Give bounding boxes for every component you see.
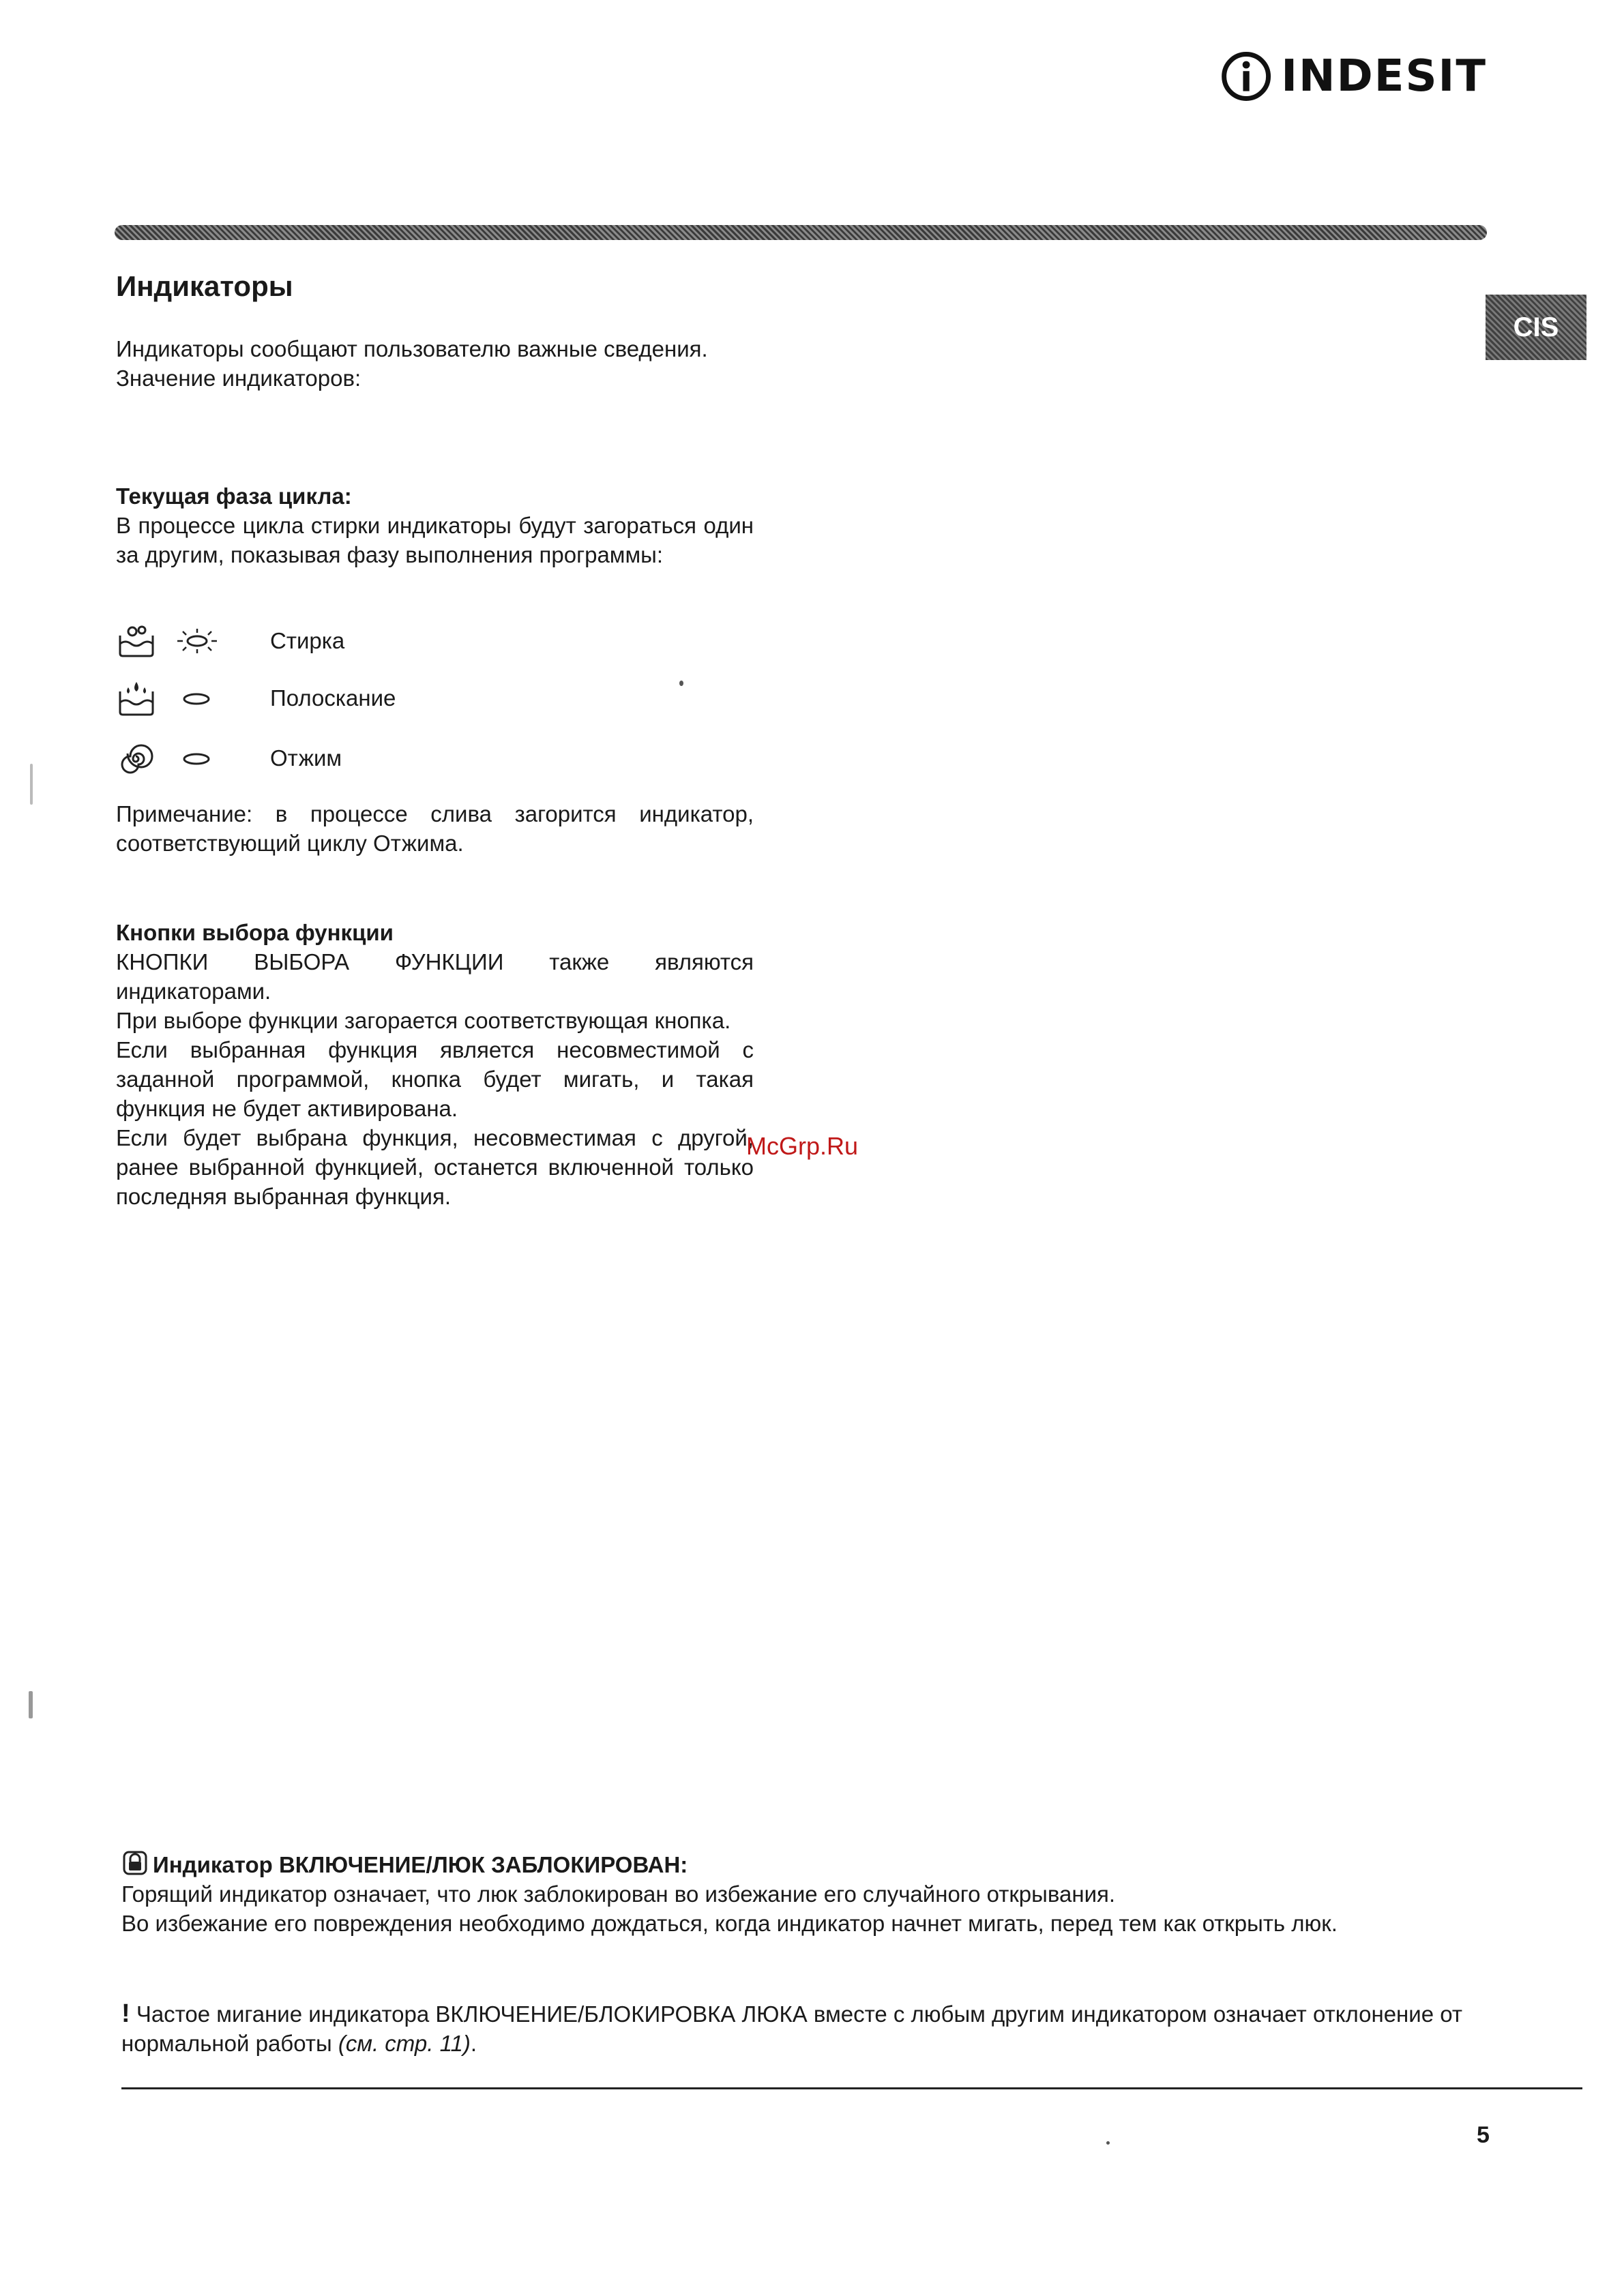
scan-speck [30,764,33,805]
intro-line: Индикаторы сообщают пользователю важные сведения. [116,336,708,361]
indesit-logo-icon [1221,44,1271,109]
function-buttons-line: КНОПКИ ВЫБОРА ФУНКЦИИ также являются индикаторами. [116,949,754,1004]
function-buttons-section [116,918,754,1211]
section-title-indicators: Индикаторы [116,270,293,302]
door-lock-title: Индикатор ВКЛЮЧЕНИЕ/ЛЮК ЗАБЛОКИРОВАН: [153,1852,688,1877]
indicator-row-wash [116,621,662,661]
cycle-phase-text: В процессе цикла стирки индикаторы будут загораться один за другим, показывая фазу выполнения программы: [116,513,754,567]
intro-line: Значение индикаторов: [116,366,361,391]
note-text: Примечание: в процессе слива загорится индикатор, соответствующий циклу Отжима. [116,801,754,856]
wash-phase-led-lit-icon [173,626,221,656]
scan-speck [1106,2141,1110,2145]
spin-icon [117,741,154,777]
function-buttons-line: При выборе функции загорается соответствующая кнопка. [116,1008,731,1033]
lock-icon [121,1849,149,1877]
door-lock-title-row [121,1849,1479,1879]
scan-speck [29,1691,33,1718]
indicator-row-rinse [116,678,662,719]
wash-icon [116,623,157,659]
brand-name: INDESIT [1281,51,1487,102]
rinse-phase-led-icon [181,691,211,706]
warning-end: . [470,2031,477,2056]
warning-section [121,1999,1479,2058]
door-lock-section [121,1849,1479,1938]
indicator-row-spin [116,738,662,779]
door-lock-line: Во избежание его повреждения необходимо дождаться, когда индикатор начнет мигать, перед тем как открыть люк. [121,1911,1338,1936]
cycle-phase-title: Текущая фаза цикла: [116,483,352,509]
footer-divider [121,2087,1582,2089]
indicator-label-rinse: Полоскание [270,685,396,711]
warning-page-ref: (см. стр. 11) [338,2031,471,2056]
header-divider-bar [115,225,1487,240]
function-buttons-line: Если будет выбрана функция, несовместимая с другой, ранее выбранной функцией, останется включенной только последняя выбранная функция. [116,1125,754,1209]
scan-speck [679,681,683,686]
function-buttons-line: Если выбранная функция является несовместимой с заданной программой, кнопка будет мигать, и такая функция не будет активирована. [116,1037,754,1121]
warning-main: Частое мигание индикатора ВКЛЮЧЕНИЕ/БЛОКИРОВКА ЛЮКА вместе с любым другим индикатором означает отклонение от нормальной работы [121,2001,1462,2056]
language-tab: CIS [1486,295,1586,360]
spin-phase-led-icon [181,751,211,766]
cycle-phase-section [116,481,754,569]
indicator-label-spin: Отжим [270,745,342,771]
brand-logo [1221,42,1487,110]
door-lock-line: Горящий индикатор означает, что люк заблокирован во избежание его случайного открывания. [121,1881,1116,1907]
rinse-icon [116,679,157,717]
function-buttons-title: Кнопки выбора функции [116,920,394,945]
watermark-text: McGrp.Ru [746,1132,859,1160]
warning-icon: ! [121,1999,130,2028]
warning-text [121,1999,1479,2058]
cycle-phase-note [116,799,754,858]
page-number: 5 [1477,2122,1490,2148]
indicators-intro [116,334,754,393]
indicator-label-wash: Стирка [270,628,345,653]
